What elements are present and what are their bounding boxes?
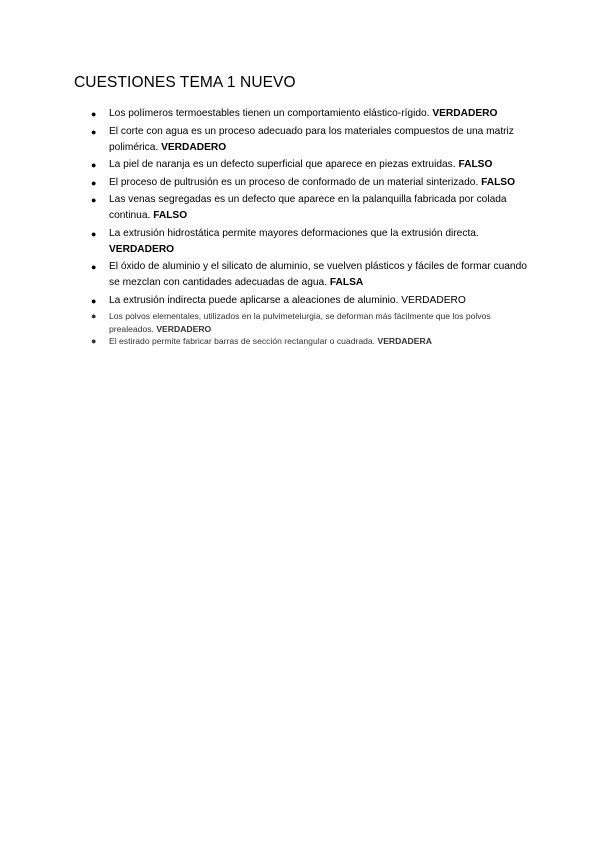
bullet-icon: ● xyxy=(91,311,97,321)
bullet-icon: ● xyxy=(91,195,97,205)
list-item xyxy=(91,226,531,258)
answer-label: FALSA xyxy=(329,277,364,288)
question-text: La extrusión indirecta puede aplicarse a aleaciones de aluminio. xyxy=(109,294,402,306)
bullet-icon: ● xyxy=(91,295,97,306)
document-title: CUESTIONES TEMA 1 NUEVO xyxy=(74,74,296,91)
question-text: El proceso de pultrusión es un proceso de conformado de un material sinterizado. xyxy=(109,176,482,188)
bullet-icon: ● xyxy=(91,109,97,119)
bullet-icon: ● xyxy=(91,228,97,239)
question-text: Los polímeros termoestables tienen un comportamiento elástico-rígido. xyxy=(109,108,433,119)
question-text: El estirado permite fabricar barras de sección rectangular o cuadrada. xyxy=(109,336,378,346)
bullet-icon: ● xyxy=(91,177,97,188)
list-item xyxy=(91,124,531,156)
question-text: La piel de naranja es un defecto superficial que aparece en piezas extruidas. xyxy=(109,159,459,170)
answer-label: FALSO xyxy=(153,210,188,221)
answer-label: VERDADERO xyxy=(401,294,466,306)
list-item xyxy=(91,192,531,224)
answer-label: FALSO xyxy=(458,159,493,170)
list-item xyxy=(91,310,531,335)
question-text: Los polvos elementales, utilizados en la pulvimetelurgia, se deforman más fácilmente que los polvos prealeados. xyxy=(109,311,491,334)
list-item xyxy=(91,259,531,291)
list-item xyxy=(91,335,531,348)
answer-label: VERDADERA xyxy=(377,336,432,346)
list-item xyxy=(91,157,531,173)
list-item xyxy=(91,106,531,122)
answer-label: VERDADERO xyxy=(432,108,498,119)
answer-label: VERDADERO xyxy=(156,323,212,334)
answer-label: VERDADERO xyxy=(161,141,227,153)
questions-list xyxy=(91,106,531,348)
bullet-icon: ● xyxy=(91,262,97,272)
bullet-icon: ● xyxy=(91,160,97,170)
answer-label: FALSO xyxy=(481,176,516,188)
question-text: El corte con agua es un proceso adecuado para los materiales compuestos de una matriz polimérica. xyxy=(109,125,514,153)
question-text: La extrusión hidrostática permite mayores deformaciones que la extrusión directa. xyxy=(109,227,479,239)
answer-label: VERDADERO xyxy=(109,243,175,255)
bullet-icon: ● xyxy=(91,336,97,346)
question-text: El óxido de aluminio y el silicato de aluminio, se vuelven plásticos y fáciles de formar cuando se mezclan con cantidades adecuadas de agua. xyxy=(109,261,527,288)
bullet-icon: ● xyxy=(91,126,97,137)
list-item xyxy=(91,175,531,191)
list-item xyxy=(91,293,531,309)
question-text: Las venas segregadas es un defecto que aparece en la palanquilla fabricada por colada continua. xyxy=(109,194,507,221)
